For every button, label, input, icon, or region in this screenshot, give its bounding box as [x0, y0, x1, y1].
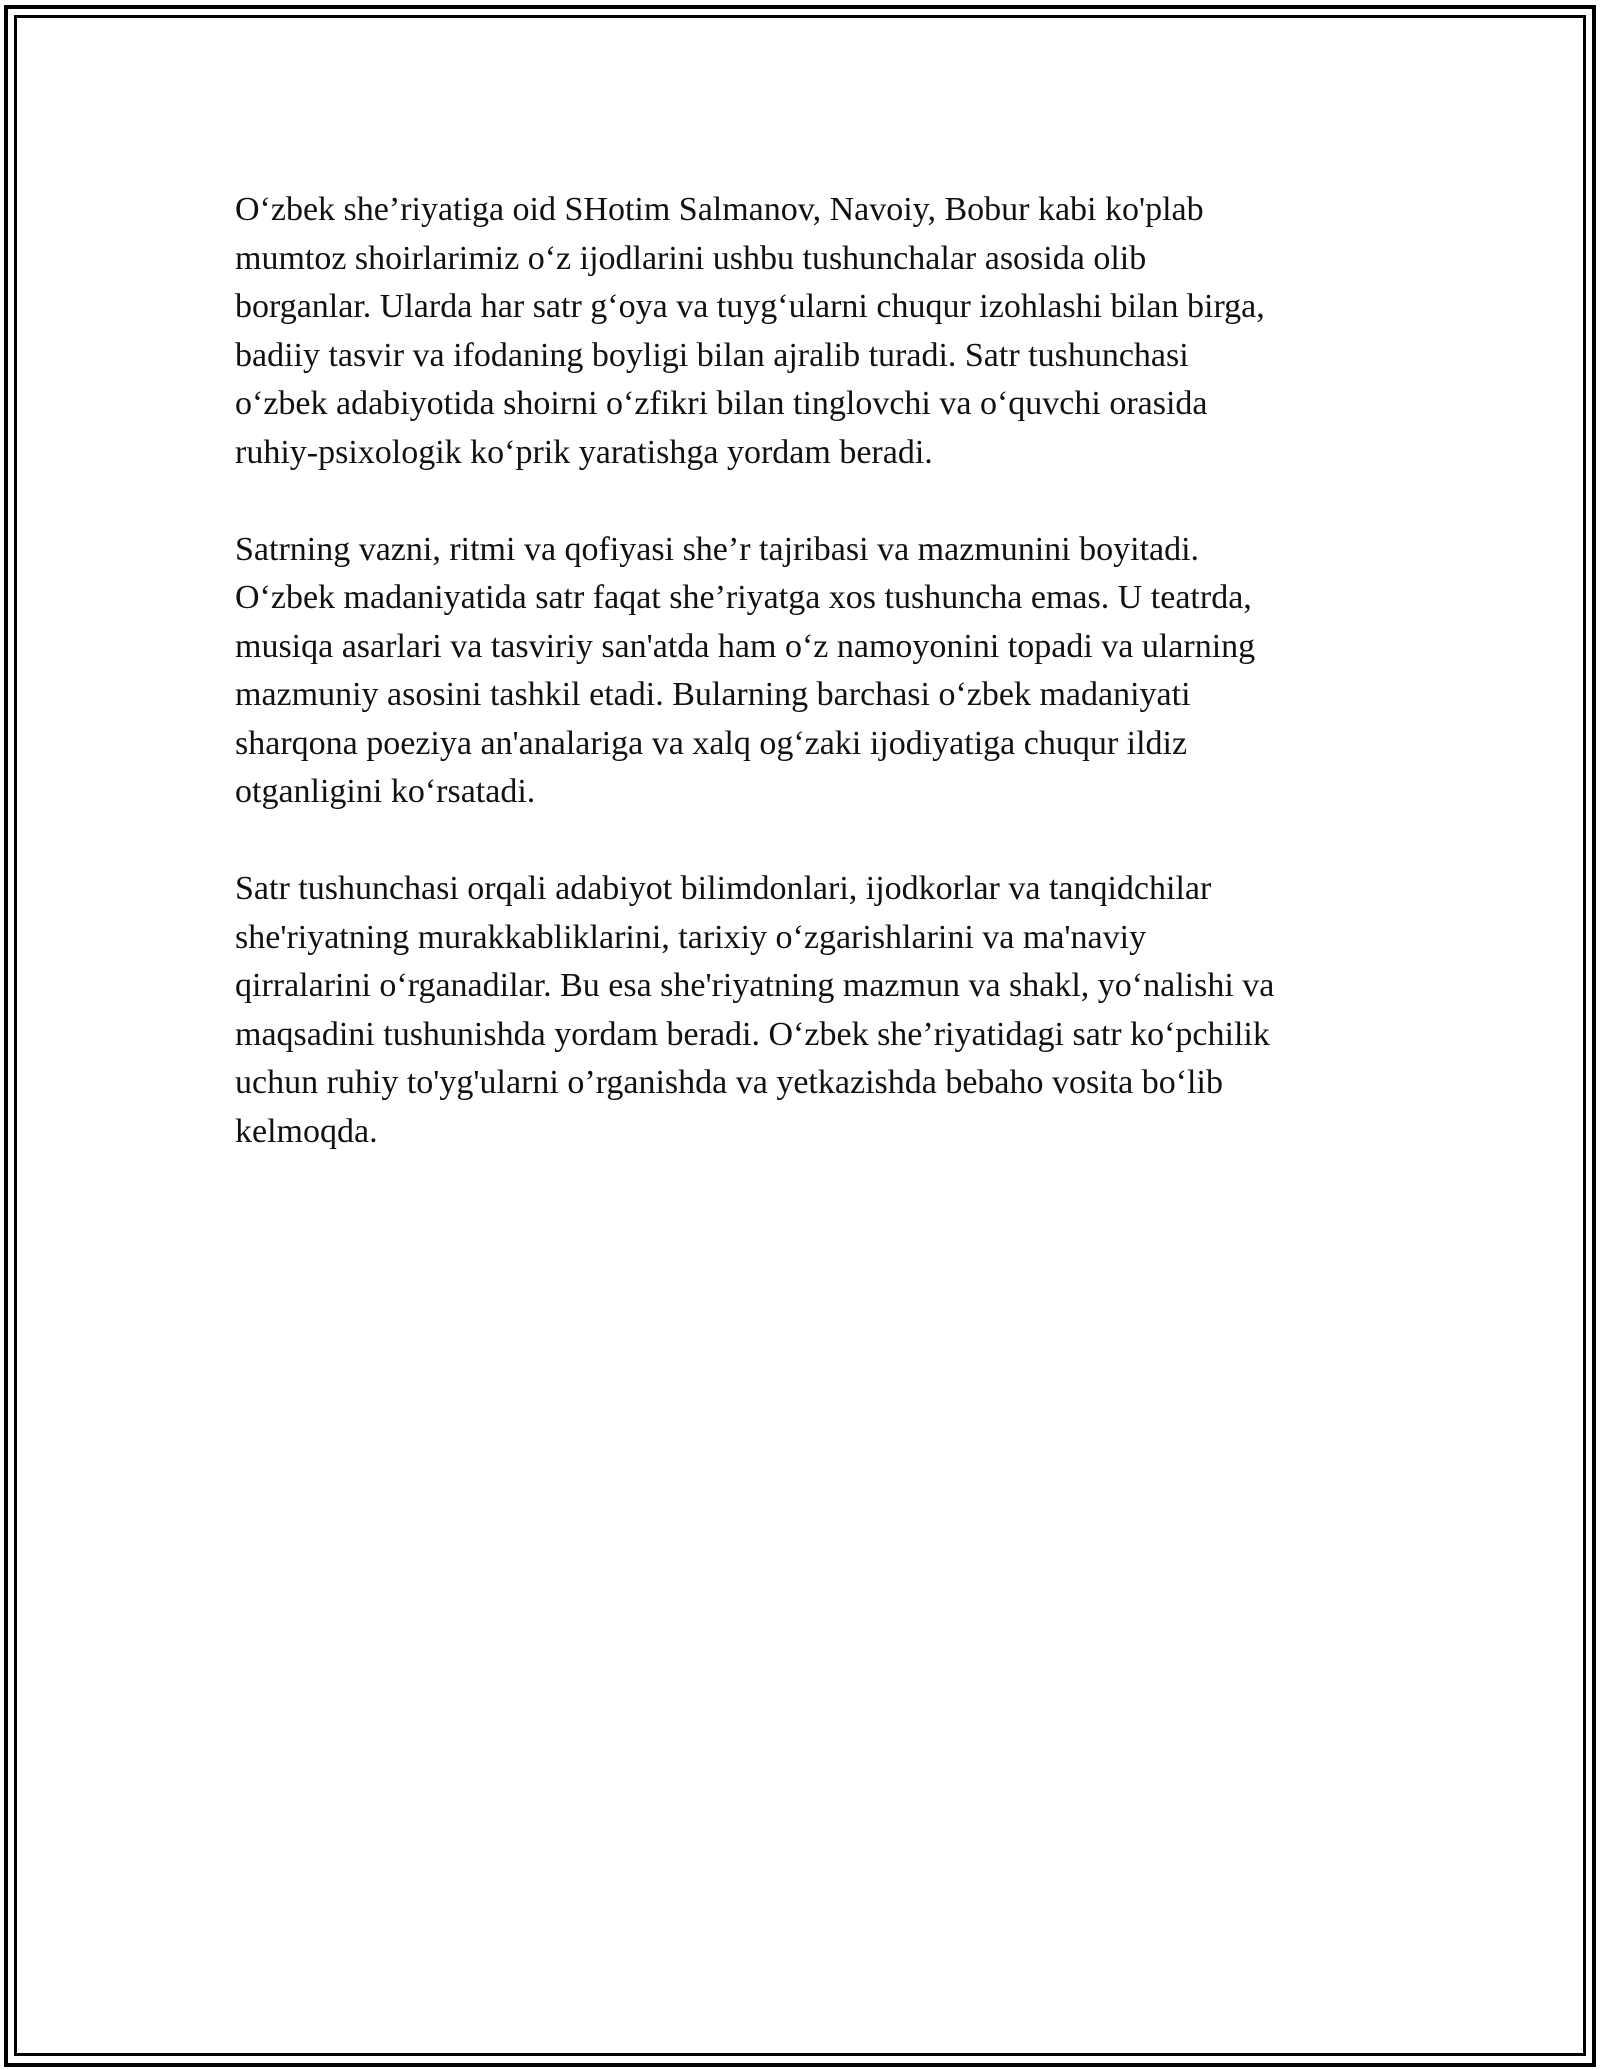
document-body [235, 186, 1390, 1205]
paragraph-3: Satr tushunchasi orqali adabiyot bilimdonlari, ijodkorlar va tanqidchilar she'riyatning murakkabliklarini, tarixiy o‘zgarishlarini va ma'naviy qirralarini o‘rganadilar. Bu esa she'riyatning mazmun va shakl, yo‘nalishi va maqsadini tushunishda yordam beradi. O‘zbek she’riyatidagi satr ko‘pchilik uchun ruhiy to'yg'ularni o’rganishda va yetkazishda bebaho vosita bo‘lib kelmoqda. [235, 870, 1275, 1150]
paragraph-1: O‘zbek she’riyatiga oid SHotim Salmanov, Navoiy, Bobur kabi ko'plab mumtoz shoirlarimiz o‘z ijodlarini ushbu tushunchalar asosida olib borganlar. Ularda har satr g‘oya va tuyg‘ularni chuqur izohlashi bilan birga, badiiy tasvir va ifodaning boyligi bilan ajralib turadi. Satr tushunchasi o‘zbek adabiyotida shoirni o‘zfikri bilan tinglovchi va o‘quvchi orasida ruhiy-psixologik ko‘prik yaratishga yordam beradi. [235, 191, 1265, 471]
paragraph-2: Satrning vazni, ritmi va qofiyasi she’r tajribasi va mazmunini boyitadi. O‘zbek madaniyatida satr faqat she’riyatga xos tushuncha emas. U teatrda, musiqa asarlari va tasviriy san'atda ham o‘z namoyonini topadi va ularning mazmuniy asosini tashkil etadi. Bularning barchasi o‘zbek madaniyati sharqona poeziya an'analariga va xalq og‘zaki ijodiyatiga chuqur ildiz otganligini ko‘rsatadi. [235, 530, 1256, 810]
